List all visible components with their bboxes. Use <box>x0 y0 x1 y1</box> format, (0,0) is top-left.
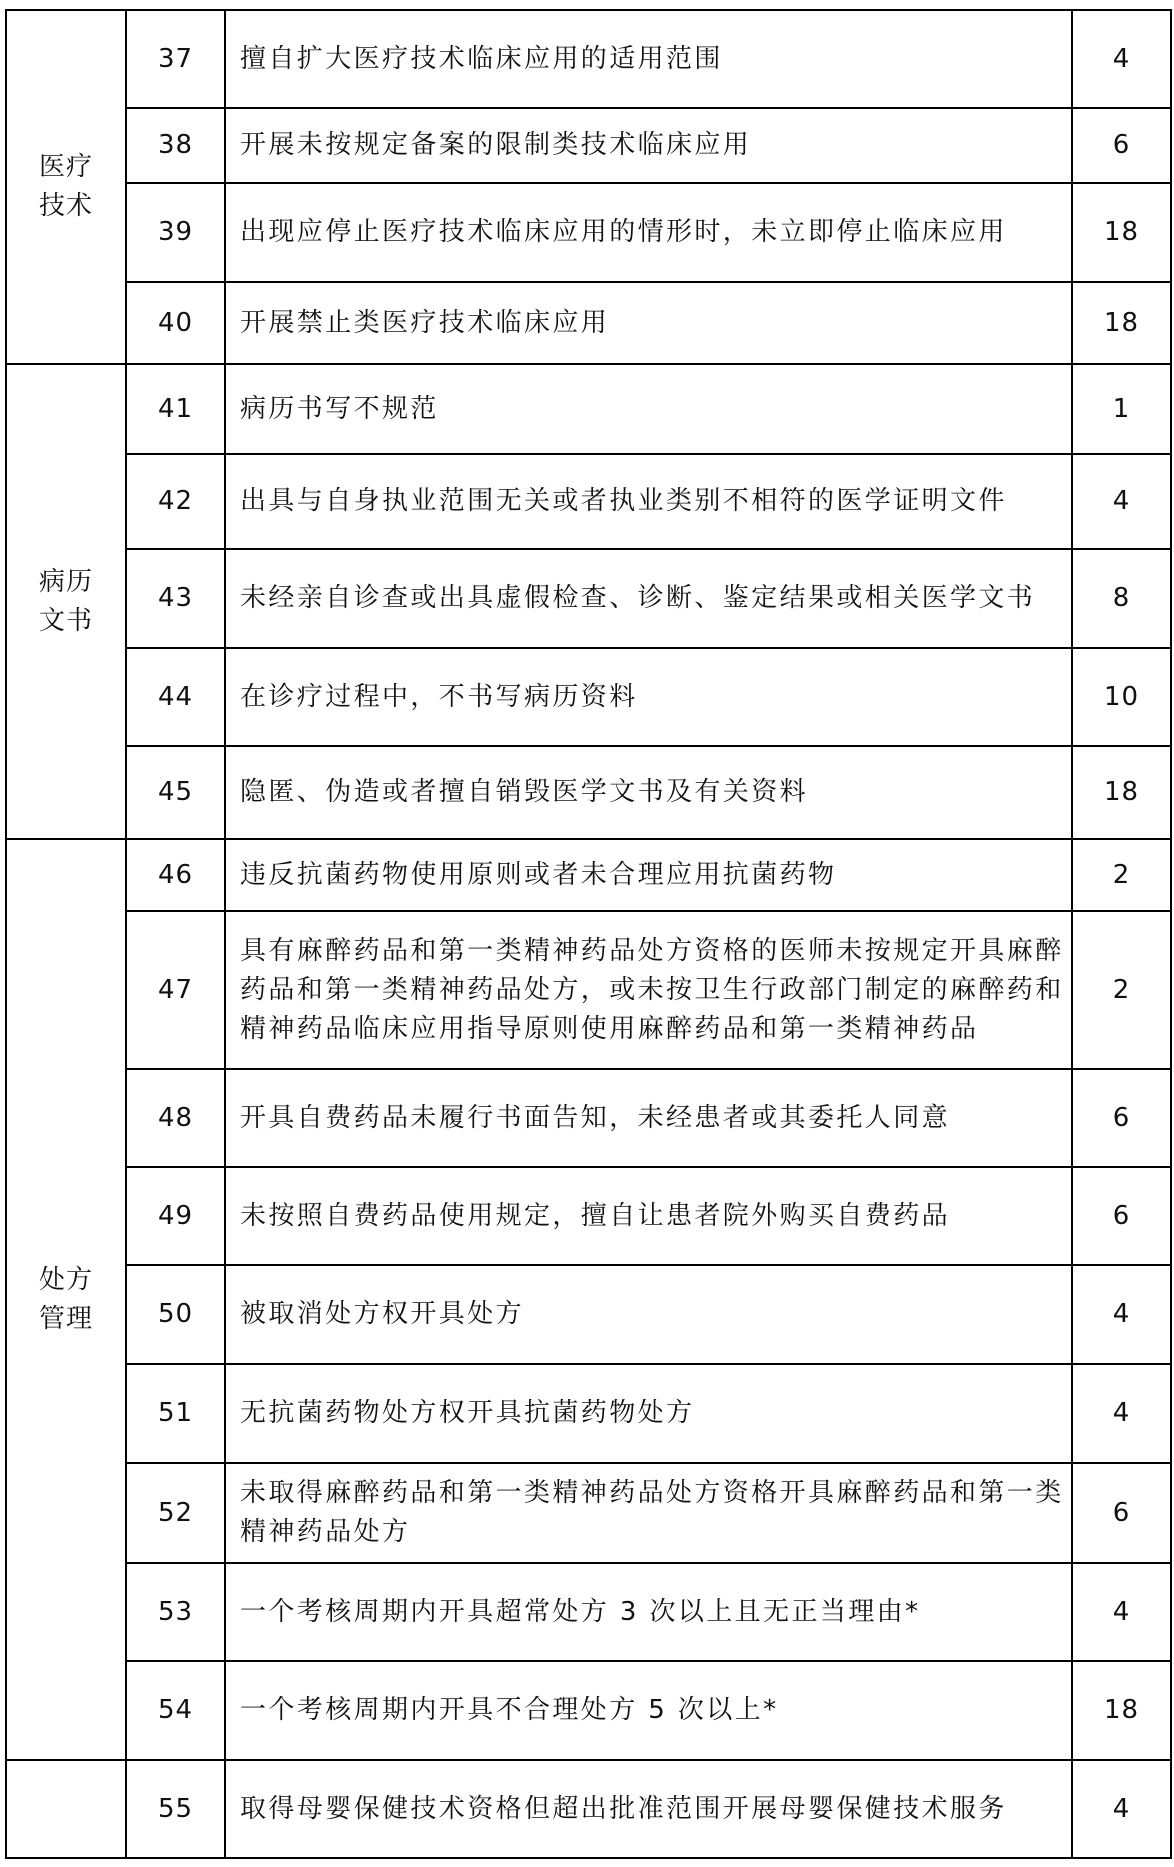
points-value: 18 <box>1072 746 1171 839</box>
points-value: 4 <box>1072 1364 1171 1463</box>
violation-description: 出现应停止医疗技术临床应用的情形时，未立即停止临床应用 <box>225 183 1072 282</box>
category-label: 病历文书 <box>38 566 93 636</box>
violation-description: 在诊疗过程中，不书写病历资料 <box>225 648 1072 746</box>
item-number: 39 <box>126 183 225 282</box>
points-value: 6 <box>1072 1167 1171 1265</box>
item-number: 49 <box>126 1167 225 1265</box>
item-number: 40 <box>126 282 225 364</box>
points-value: 18 <box>1072 282 1171 364</box>
item-number: 52 <box>126 1463 225 1563</box>
item-number: 55 <box>126 1760 225 1858</box>
item-number: 43 <box>126 549 225 648</box>
item-number: 51 <box>126 1364 225 1463</box>
violation-description: 无抗菌药物处方权开具抗菌药物处方 <box>225 1364 1072 1463</box>
violation-description: 取得母婴保健技术资格但超出批准范围开展母婴保健技术服务 <box>225 1760 1072 1858</box>
violation-description: 一个考核周期内开具不合理处方 5 次以上* <box>225 1661 1072 1760</box>
points-value: 1 <box>1072 364 1171 454</box>
points-value: 6 <box>1072 108 1171 183</box>
violation-description: 具有麻醉药品和第一类精神药品处方资格的医师未按规定开具麻醉药品和第一类精神药品处方，或未按卫生行政部门制定的麻醉药和精神药品临床应用指导原则使用麻醉药品和第一类精神药品 <box>225 911 1072 1069</box>
category-cell <box>6 364 126 839</box>
table-row <box>6 1463 1171 1563</box>
violation-description: 病历书写不规范 <box>225 364 1072 454</box>
violation-description: 一个考核周期内开具超常处方 3 次以上且无正当理由* <box>225 1563 1072 1661</box>
table-row <box>6 911 1171 1069</box>
table-row <box>6 364 1171 454</box>
violation-description: 隐匿、伪造或者擅自销毁医学文书及有关资料 <box>225 746 1072 839</box>
violation-description: 开展未按规定备案的限制类技术临床应用 <box>225 108 1072 183</box>
table-row <box>6 1167 1171 1265</box>
points-value: 18 <box>1072 1661 1171 1760</box>
table-row <box>6 746 1171 839</box>
item-number: 44 <box>126 648 225 746</box>
violation-description: 未按照自费药品使用规定，擅自让患者院外购买自费药品 <box>225 1167 1072 1265</box>
table-row <box>6 10 1171 108</box>
violation-description: 出具与自身执业范围无关或者执业类别不相符的医学证明文件 <box>225 454 1072 549</box>
points-value: 6 <box>1072 1463 1171 1563</box>
points-value: 6 <box>1072 1069 1171 1167</box>
points-value: 4 <box>1072 1563 1171 1661</box>
table-row <box>6 183 1171 282</box>
table-row <box>6 549 1171 648</box>
item-number: 50 <box>126 1265 225 1364</box>
points-value: 4 <box>1072 1265 1171 1364</box>
points-value: 8 <box>1072 549 1171 648</box>
violation-description: 开展禁止类医疗技术临床应用 <box>225 282 1072 364</box>
item-number: 37 <box>126 10 225 108</box>
item-number: 48 <box>126 1069 225 1167</box>
violation-description: 未取得麻醉药品和第一类精神药品处方资格开具麻醉药品和第一类精神药品处方 <box>225 1463 1072 1563</box>
violation-description: 被取消处方权开具处方 <box>225 1265 1072 1364</box>
item-number: 42 <box>126 454 225 549</box>
table-row <box>6 1661 1171 1760</box>
violation-description: 擅自扩大医疗技术临床应用的适用范围 <box>225 10 1072 108</box>
category-cell <box>6 1760 126 1858</box>
points-value: 4 <box>1072 1760 1171 1858</box>
points-value: 18 <box>1072 183 1171 282</box>
category-cell <box>6 839 126 1760</box>
violation-points-table <box>5 9 1172 1859</box>
table-row <box>6 454 1171 549</box>
violation-description: 违反抗菌药物使用原则或者未合理应用抗菌药物 <box>225 839 1072 911</box>
points-value: 4 <box>1072 454 1171 549</box>
table-row <box>6 839 1171 911</box>
item-number: 38 <box>126 108 225 183</box>
points-value: 2 <box>1072 911 1171 1069</box>
table-row <box>6 1265 1171 1364</box>
table-row <box>6 1364 1171 1463</box>
table-row <box>6 282 1171 364</box>
item-number: 53 <box>126 1563 225 1661</box>
item-number: 41 <box>126 364 225 454</box>
table-row <box>6 1069 1171 1167</box>
points-value: 10 <box>1072 648 1171 746</box>
table-row <box>6 1760 1171 1858</box>
item-number: 45 <box>126 746 225 839</box>
violation-description: 开具自费药品未履行书面告知，未经患者或其委托人同意 <box>225 1069 1072 1167</box>
category-label: 处方管理 <box>38 1264 93 1334</box>
item-number: 47 <box>126 911 225 1069</box>
item-number: 46 <box>126 839 225 911</box>
points-value: 2 <box>1072 839 1171 911</box>
table-row <box>6 108 1171 183</box>
category-cell <box>6 10 126 364</box>
item-number: 54 <box>126 1661 225 1760</box>
violation-description: 未经亲自诊查或出具虚假检查、诊断、鉴定结果或相关医学文书 <box>225 549 1072 648</box>
category-label: 医疗技术 <box>38 152 93 221</box>
points-value: 4 <box>1072 10 1171 108</box>
table-row <box>6 1563 1171 1661</box>
table-body <box>6 10 1171 1858</box>
table-row <box>6 648 1171 746</box>
